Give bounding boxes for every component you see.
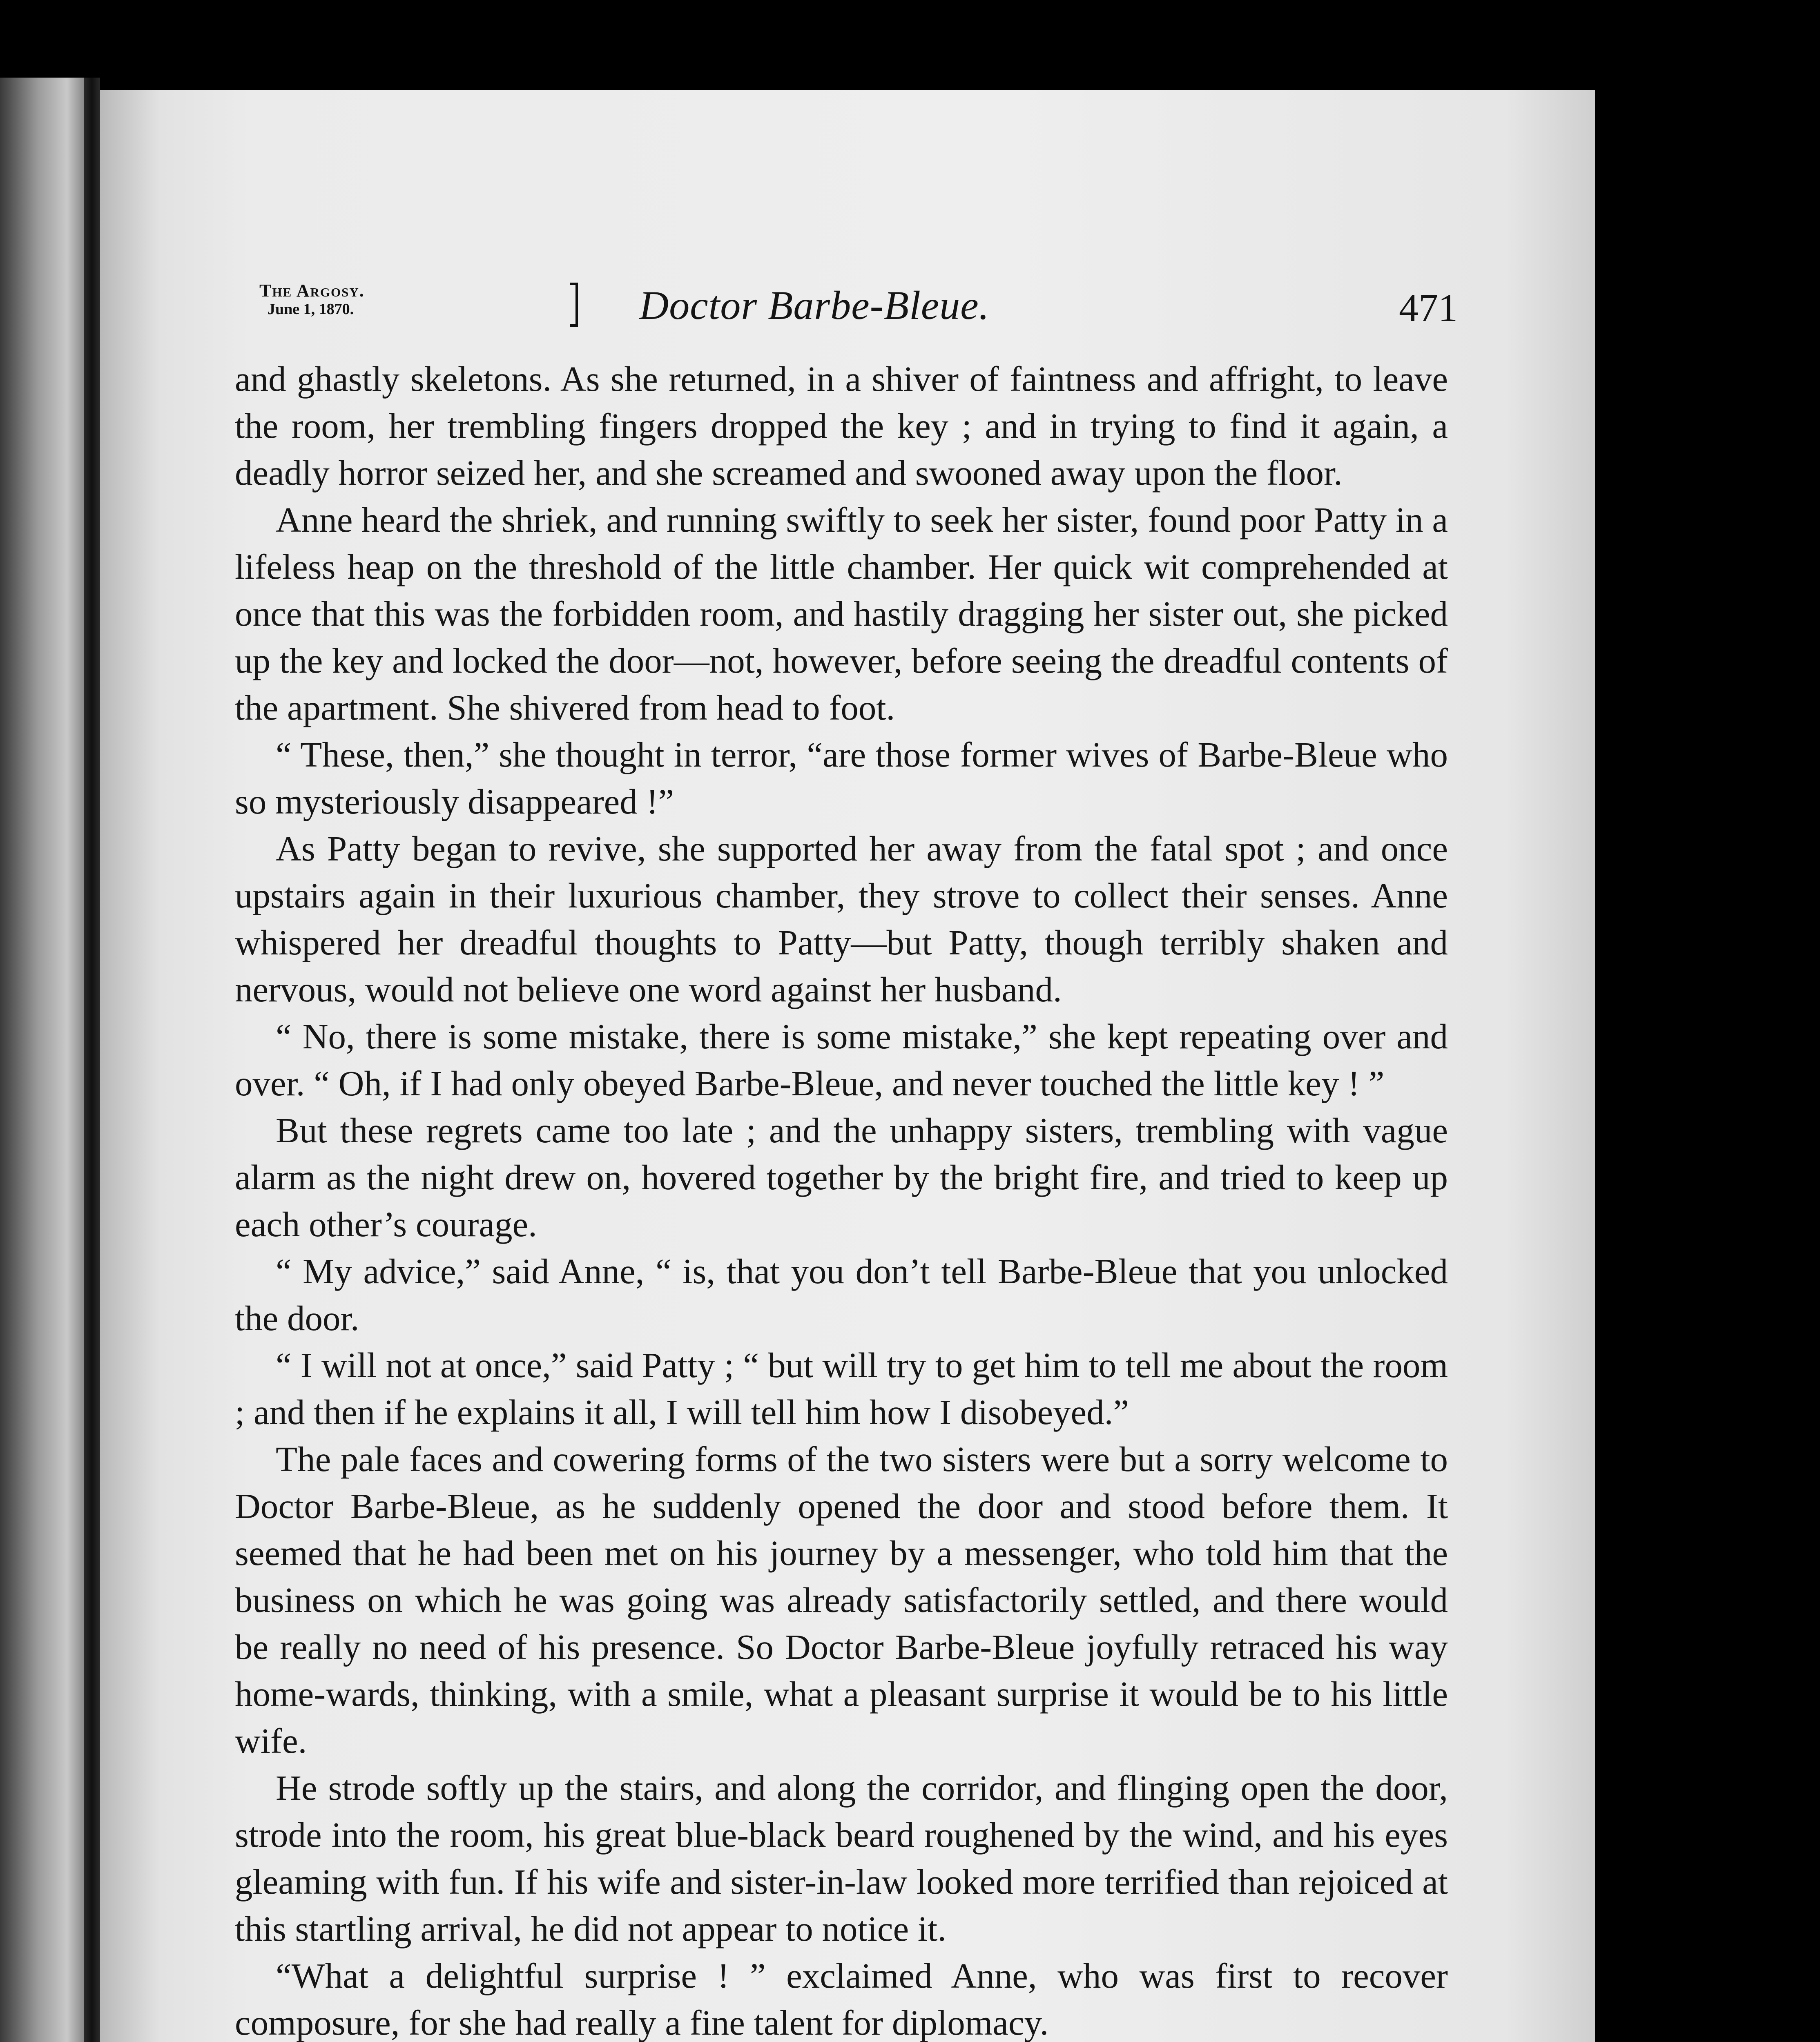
paragraph: “What a delightful surprise ! ” exclaimed Anne, who was first to recover composure, for she had really a fine talent for diplomacy.: [235, 1956, 1448, 2042]
bracket-mark: [570, 283, 578, 327]
running-title: Doctor Barbe-Bleue.: [639, 283, 990, 328]
publication-info: [259, 282, 365, 317]
publication-date: June 1, 1870.: [268, 301, 354, 318]
page-number: 471: [1399, 286, 1458, 330]
running-head: [157, 282, 1481, 347]
paragraph: But these regrets came too late ; and the unhappy sisters, trembling with vague alarm as the night drew on, hovered together by the bright fire, and tried to keep up each other’s courage.: [235, 1110, 1448, 1244]
facing-page-edge: [0, 78, 84, 2042]
book-gutter: [84, 78, 100, 2042]
paragraph: “ No, there is some mistake, there is some mistake,” she kept repeating over and over. “ Oh, if I had only obeyed Barbe-Bleue, and never touched the little key ! ”: [235, 1017, 1448, 1103]
paragraph: “ I will not at once,” said Patty ; “ but will try to get him to tell me about the room ; and then if he explains it all, I will tell him how I disobeyed.”: [235, 1345, 1448, 1432]
paragraph: The pale faces and cowering forms of the two sisters were but a sorry welcome to Doctor Barbe-Bleue, as he suddenly opened the door and stood before them. It seemed that he had been met on his journey by a messenger, who told him that the business on which he was going was already satisfactorily settled, and there would be really no need of his presence. So Doctor Barbe-Bleue joyfully retraced his way home-wards, thinking, with a smile, what a pleasant surprise it would be to his little wife.: [235, 1439, 1448, 1761]
paragraph: and ghastly skeletons. As she returned, in a shiver of faintness and affright, to leave the room, her trembling fingers dropped the key ; and in trying to find it again, a deadly horror seized her, and she screamed and swooned away upon the floor.: [235, 359, 1448, 493]
paragraph: “ My advice,” said Anne, “ is, that you don’t tell Barbe-Bleue that you unlocked the door.: [235, 1251, 1448, 1338]
paragraph: “ These, then,” she thought in terror, “are those former wives of Barbe-Bleue who so mysteriously disappeared !”: [235, 735, 1448, 821]
paragraph: As Patty began to revive, she supported her away from the fatal spot ; and once upstairs again in their luxurious chamber, they strove to collect their senses. Anne whispered her dreadful thoughts to Patty—but Patty, though terribly shaken and nervous, would not believe one word against her husband.: [235, 829, 1448, 1009]
publication-name: The Argosy.: [259, 281, 365, 301]
paragraph: He strode softly up the stairs, and along the corridor, and flinging open the door, strode into the room, his great blue-black beard roughened by the wind, and his eyes gleaming with fun. If his wife and sister-in-law looked more terrified than rejoiced at this startling arrival, he did not appear to notice it.: [235, 1768, 1448, 1948]
body-text: [235, 355, 1448, 2042]
paragraph: Anne heard the shriek, and running swiftly to seek her sister, found poor Patty in a lifeless heap on the threshold of the little chamber. Her quick wit comprehended at once that this was the forbidden room, and hastily dragging her sister out, she picked up the key and locked the door—not, however, before seeing the dreadful contents of the apartment. She shivered from head to foot.: [235, 500, 1448, 727]
